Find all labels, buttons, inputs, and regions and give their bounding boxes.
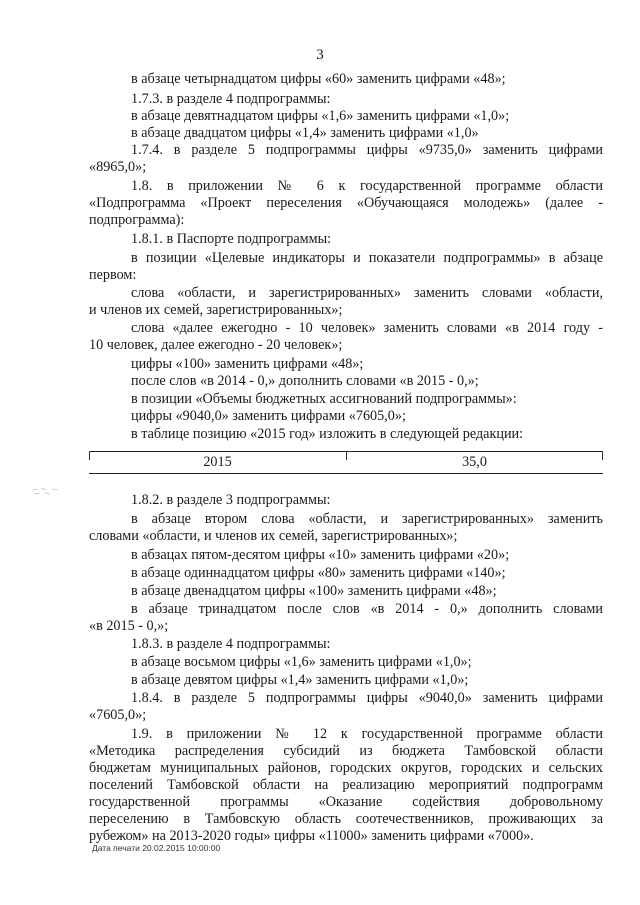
text-line: в абзаце двадцатом цифры «1,4» заменить цифрами «1,0» <box>131 125 479 141</box>
text-line: слова «далее ежегодно - 10 человек» заменить словами «в 2014 году - <box>131 320 603 336</box>
text-line: «8965,0»; <box>89 159 147 175</box>
text-line: в абзаце девятом цифры «1,4» заменить цифрами «1,0»; <box>131 672 469 688</box>
text-line: 1.8.2. в разделе 3 подпрограммы: <box>131 492 331 508</box>
text-line: в абзацах пятом-десятом цифры «10» заменить цифрами «20»; <box>131 547 510 563</box>
text-line: бюджетам муниципальных районов, городских округов, городских и сельских <box>89 760 603 776</box>
text-line: в абзаце четырнадцатом цифры «60» заменить цифрами «48»; <box>131 71 506 87</box>
text-line: цифры «9040,0» заменить цифрами «7605,0»; <box>131 408 406 424</box>
text-line: в таблице позицию «2015 год» изложить в следующей редакции: <box>131 426 524 442</box>
text-line: переселению в Тамбовскую область соотечественников, проживающих за <box>89 811 603 827</box>
text-line: 1.8.3. в разделе 4 подпрограммы: <box>131 636 331 652</box>
text-line: «7605,0»; <box>89 707 147 723</box>
text-line: 10 человек, далее ежегодно - 20 человек»; <box>89 337 343 353</box>
text-line: поселений Тамбовской области на реализацию мероприятий подпрограмм <box>89 777 603 793</box>
table-cell-year: 2015 <box>203 454 232 470</box>
text-line: 1.8. в приложении № 6 к государственной программе области <box>131 178 603 194</box>
text-line: в абзаце двенадцатом цифры «100» заменить цифрами «48»; <box>131 583 497 599</box>
text-line: цифры «100» заменить цифрами «48»; <box>131 356 364 372</box>
text-line: слова «области, и зарегистрированных» заменить словами «области, <box>131 285 603 301</box>
text-line: подпрограмма): <box>89 212 185 228</box>
text-line: в позиции «Целевые индикаторы и показатели подпрограммы» в абзаце <box>131 250 603 266</box>
text-line: государственной программы «Оказание содействия добровольному <box>89 794 603 810</box>
text-line: 1.8.1. в Паспорте подпрограммы: <box>131 231 332 247</box>
text-line: в абзаце тринадцатом после слов «в 2014 - 0,» дополнить словами <box>131 601 603 617</box>
text-line: «Методика распределения субсидий из бюджета Тамбовской области <box>89 743 603 759</box>
text-line: 1.8.4. в разделе 5 подпрограммы цифры «9040,0» заменить цифрами <box>131 690 603 706</box>
text-line: в абзаце восьмом цифры «1,6» заменить цифрами «1,0»; <box>131 654 472 670</box>
text-line: 1.9. в приложении № 12 к государственной программе области <box>131 726 603 742</box>
text-line: в абзаце втором слова «области, и зарегистрированных» заменить <box>131 511 603 527</box>
text-line: «в 2015 - 0,»; <box>89 618 169 634</box>
text-line: первом: <box>89 267 137 283</box>
text-line: 1.7.4. в разделе 5 подпрограммы цифры «9735,0» заменить цифрами <box>131 142 603 158</box>
text-line: в позиции «Объемы бюджетных ассигнований подпрограммы»: <box>131 391 517 407</box>
table-cell-value: 35,0 <box>462 454 487 470</box>
text-line: 1.7.3. в разделе 4 подпрограммы: <box>131 91 331 107</box>
print-date-footer: Дата печати 20.02.2015 10:00:00 <box>92 843 221 853</box>
text-line: рубежом» на 2013-2020 годы» цифры «11000» заменить цифрами «7000». <box>89 828 534 844</box>
scan-artifact-icon <box>30 484 62 498</box>
text-line: «Подпрограмма «Проект переселения «Обучающаяся молодежь» (далее - <box>89 195 603 211</box>
text-line: в абзаце одиннадцатом цифры «80» заменить цифрами «140»; <box>131 565 506 581</box>
page-number: 3 <box>316 47 324 63</box>
text-line: в абзаце девятнадцатом цифры «1,6» заменить цифрами «1,0»; <box>131 108 510 124</box>
funding-table-row <box>89 451 603 474</box>
text-line: после слов «в 2014 - 0,» дополнить словами «в 2015 - 0,»; <box>131 373 479 389</box>
text-line: словами «области, и членов их семей, зарегистрированных»; <box>89 528 458 544</box>
text-line: и членов их семей, зарегистрированных»; <box>89 302 343 318</box>
